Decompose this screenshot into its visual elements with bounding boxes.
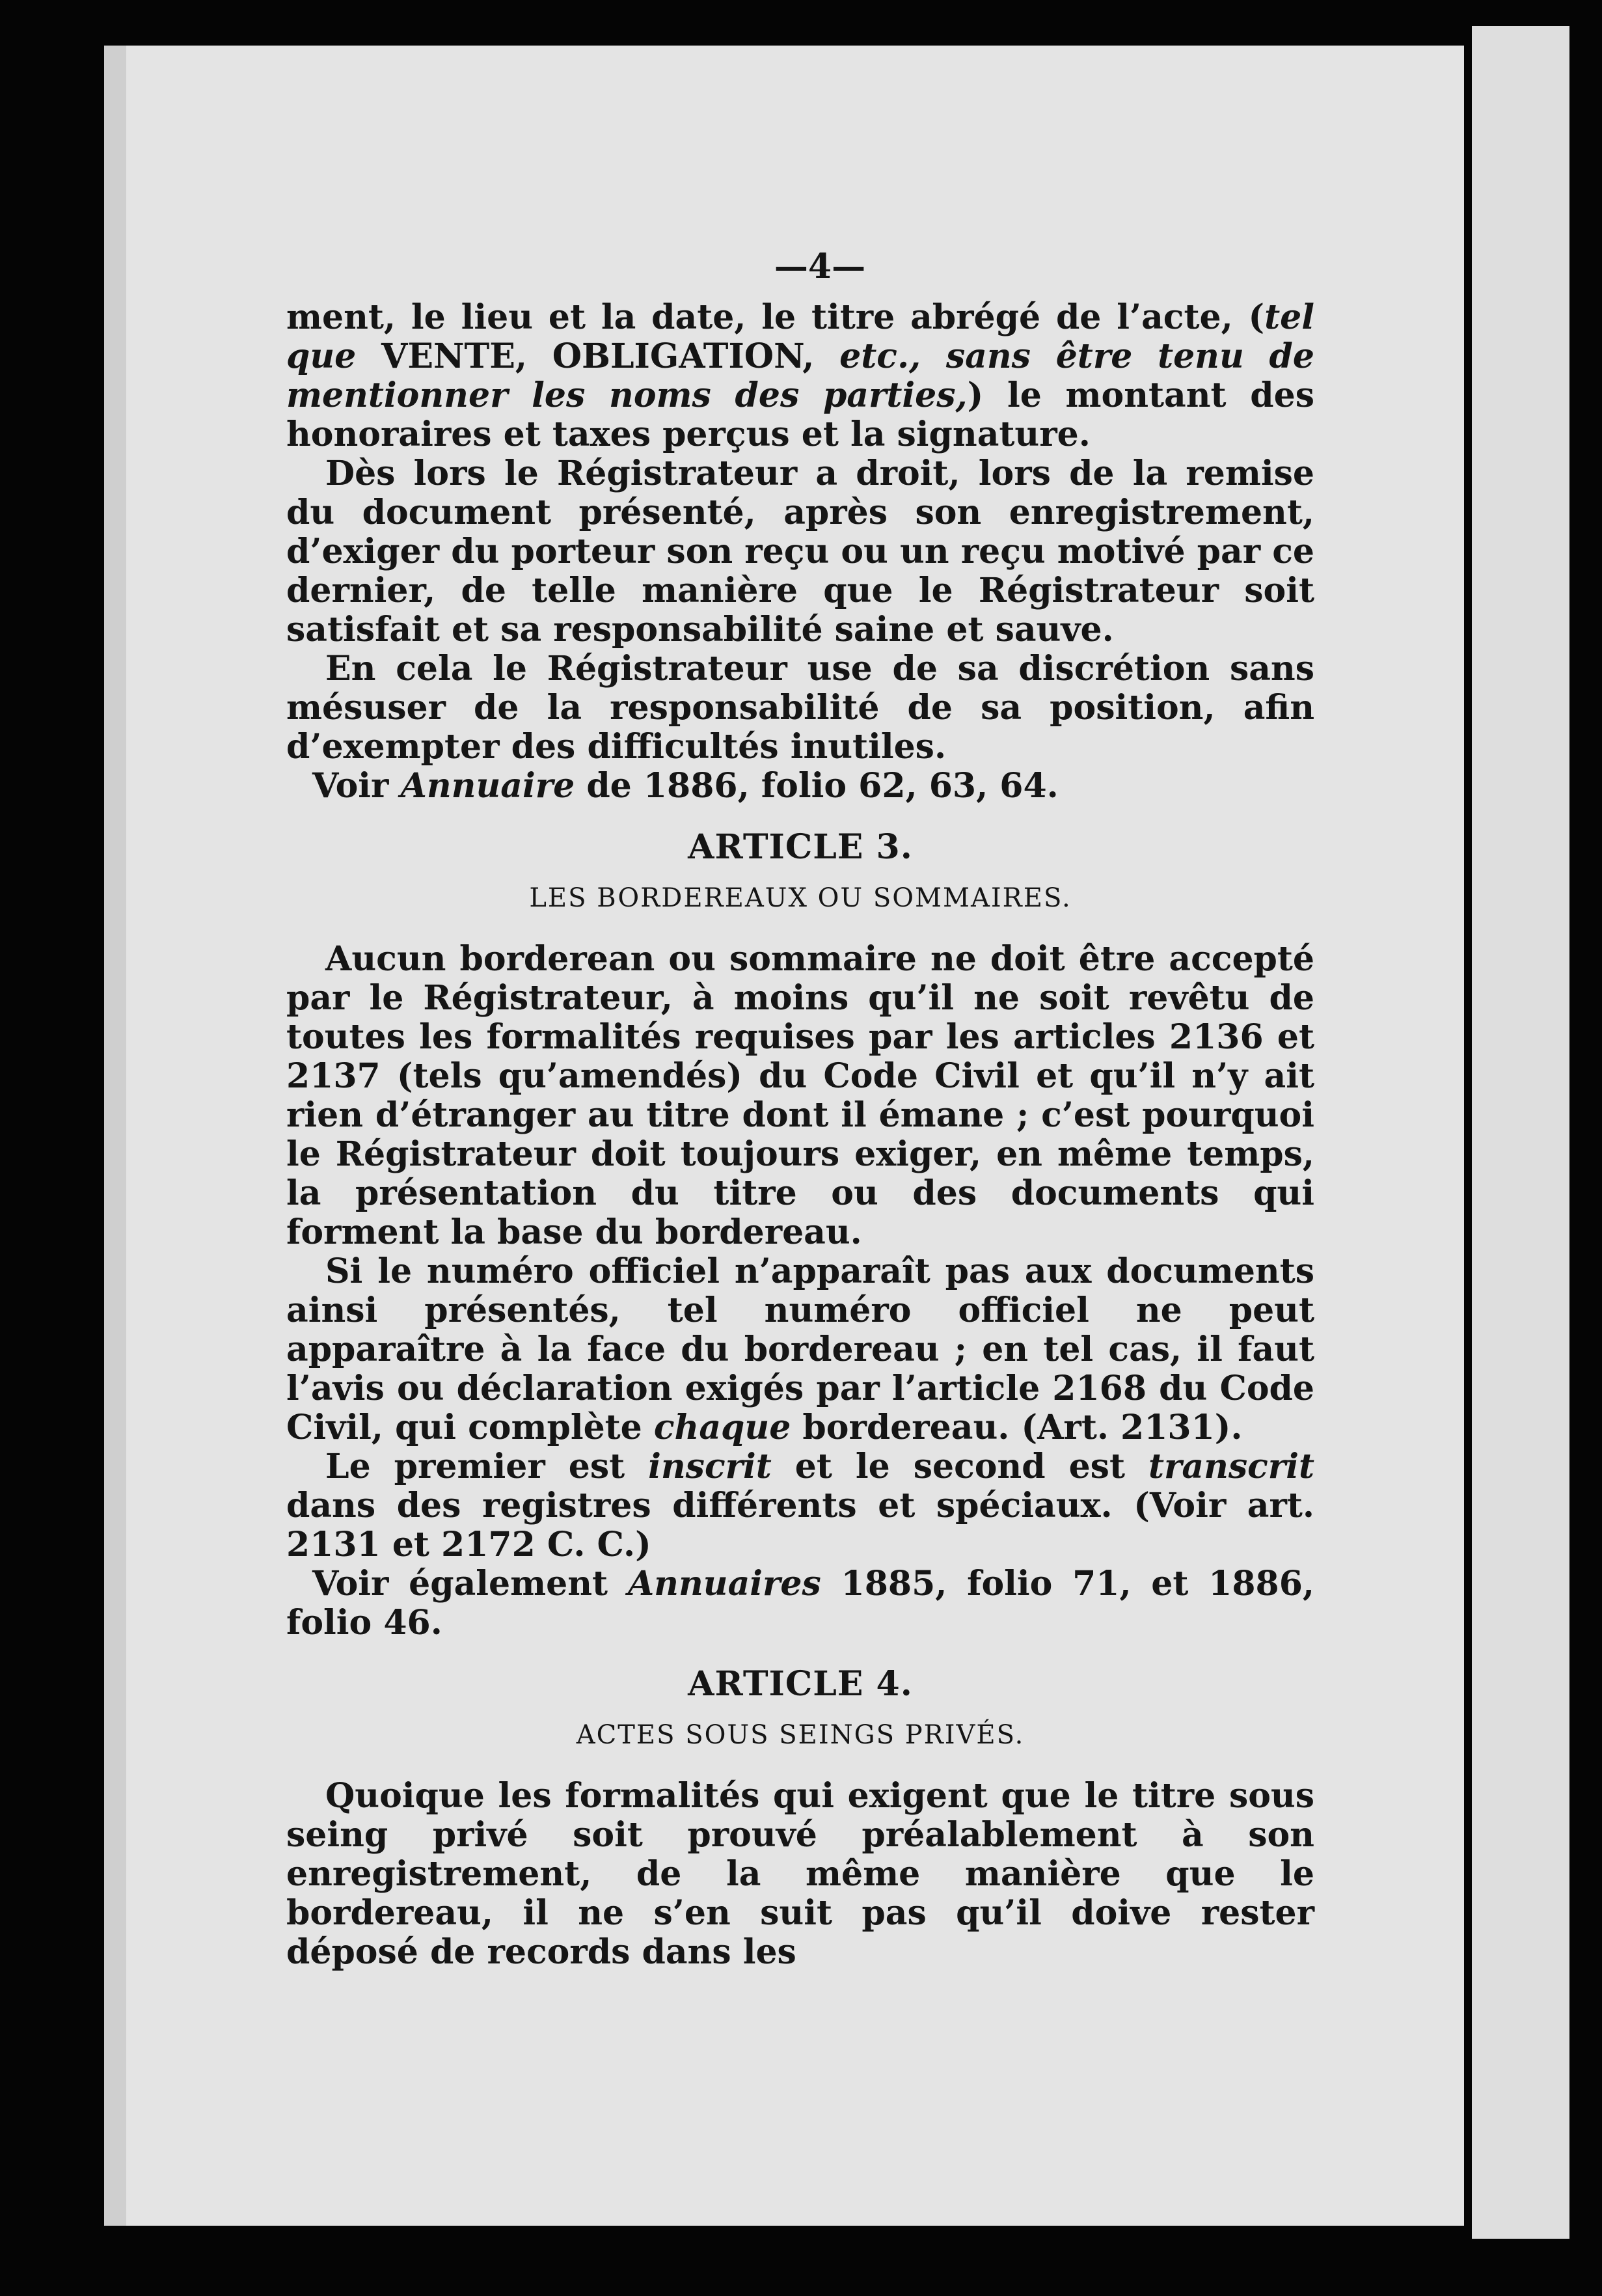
p1-text-a: ment, le lieu et la date, le titre abrégé de l’acte, (: [286, 297, 1265, 337]
article-3-title: ARTICLE 3.: [688, 827, 913, 867]
page-text: [286, 247, 1314, 1972]
article-4-heading: ACTES SOUS SEINGS PRIVÉS.: [576, 1720, 1025, 1750]
ref2-text-b: 1885, folio 71, et 1886, folio 46.: [286, 1564, 1314, 1643]
p6-text-a: Le premier est: [325, 1447, 649, 1486]
p6-text-b: et le second est: [771, 1447, 1148, 1486]
paragraph-7: Quoique les formalités qui exigent que le titre sous seing privé soit prouvé préalablement à son enregistrement, de la même manière que le bordereau, il ne s’en suit pas qu’il doive rester déposé de records dans les: [286, 1776, 1314, 1972]
reference-2: [286, 1565, 1314, 1643]
article-4-title: ARTICLE 4.: [688, 1664, 913, 1704]
paragraph-5: [286, 1252, 1314, 1447]
p6-text-c: dans des registres différents et spéciaux. (Voir art. 2131 et 2172 C. C.): [286, 1486, 1314, 1565]
p5-italic: chaque: [653, 1408, 791, 1447]
paragraph-2: Dès lors le Régistrateur a droit, lors de la remise du document présenté, après son enregistrement, d’exiger du porteur son reçu ou un reçu motivé par ce dernier, de telle manière que le Régistrateur soit satisfait et sa responsabilité saine et sauve.: [286, 454, 1314, 649]
p6-italic-b: transcrit: [1148, 1447, 1314, 1486]
p5-text-a: Si le numéro officiel n’apparaît pas aux documents ainsi présentés, tel numéro officiel ne peut apparaître à la face du bordereau ; en tel cas, il faut l’avis ou déclaration exigés par l’article 2168 du Code Civil, qui complète: [286, 1251, 1314, 1447]
ref1-text-b: de 1886, folio 62, 63, 64.: [575, 766, 1059, 806]
ref1-italic: Annuaire: [400, 766, 575, 806]
ref1-text-a: Voir: [312, 766, 401, 806]
next-page-edge: [1472, 26, 1569, 2239]
page-number: —4—: [774, 247, 866, 286]
article-3-heading: LES BORDEREAUX OU SOMMAIRES.: [529, 883, 1072, 913]
p1-italic-a: tel que: [286, 297, 1314, 376]
p6-italic-a: inscrit: [648, 1447, 772, 1486]
paragraph-1: [286, 298, 1314, 454]
reference-1: [286, 767, 1314, 806]
paragraph-6: [286, 1447, 1314, 1565]
p1-text-c: ) le montant des honoraires et taxes perçus et la signature.: [286, 376, 1314, 454]
p5-text-b: bordereau. (Art. 2131).: [791, 1408, 1243, 1447]
p1-text-b: VENTE, OBLIGATION,: [356, 336, 840, 376]
ref2-text-a: Voir également: [312, 1564, 628, 1604]
ref2-italic: Annuaires: [627, 1564, 821, 1604]
paragraph-4: Aucun borderean ou sommaire ne doit être accepté par le Régistrateur, à moins qu’il ne soit revêtu de toutes les formalités requises par les articles 2136 et 2137 (tels qu’amendés) du Code Civil et qu’il n’y ait rien d’étranger au titre dont il émane ; c’est pourquoi le Régistrateur doit toujours exiger, en même temps, la présentation du titre ou des documents qui forment la base du bordereau.: [286, 939, 1314, 1252]
p1-italic-b: etc., sans être tenu de mentionner les noms des parties,: [286, 336, 1314, 415]
paragraph-3: En cela le Régistrateur use de sa discrétion sans mésuser de la responsabilité de sa position, afin d’exempter des difficultés inutiles.: [286, 649, 1314, 767]
